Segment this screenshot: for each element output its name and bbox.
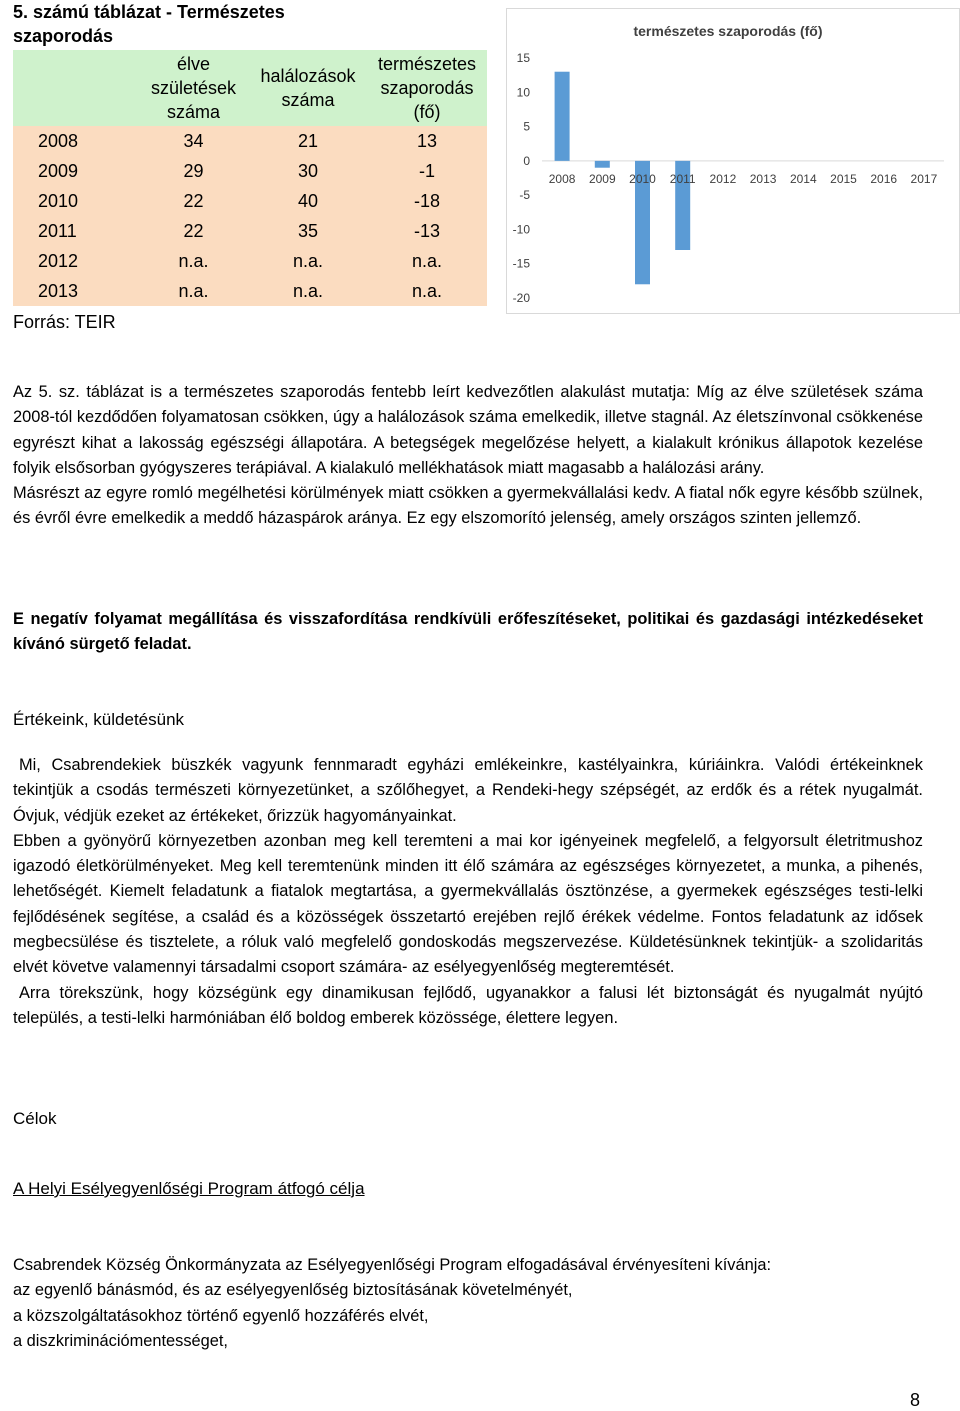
y-tick-label: -5 <box>519 188 530 203</box>
x-tick-label: 2017 <box>910 171 938 186</box>
cell-births: 22 <box>138 216 249 246</box>
cell-births: n.a. <box>138 276 249 306</box>
cell-growth: -18 <box>367 186 487 216</box>
y-tick-label: -15 <box>512 256 530 271</box>
cell-births: 34 <box>138 126 249 156</box>
paragraph-program-list <box>13 1253 923 1354</box>
bar-2009 <box>595 161 610 168</box>
paragraph-conclusion <box>13 607 923 658</box>
y-tick-label: 0 <box>523 153 530 168</box>
x-tick-label: 2009 <box>588 171 616 186</box>
list-item: az egyenlő bánásmód, és az esélyegyenlőség biztosításának követelményét, <box>13 1281 573 1300</box>
paragraph-text: Az 5. sz. táblázat is a természetes szaporodás fentebb leírt kedvezőtlen alakulást mutatja: Míg az élve születések száma 2008-tól kezdődően folyamatosan csökken, úgy a halálozások száma emelkedik, illetve stagnál. Az életszínvonal csökkenése egyrészt kihat a lakosság egészségi állapotára. A betegségek megelőzése helyett, a kialakult krónikus állapotok kezelése folyik elsősorban gyógyszeres terápiával. A kialakuló mellékhatások miatt magasabb a halálozási arány. <box>13 383 923 477</box>
cell-growth: -1 <box>367 156 487 186</box>
x-tick-label: 2014 <box>789 171 817 186</box>
x-tick-label: 2016 <box>870 171 898 186</box>
cell-year: 2010 <box>13 186 138 216</box>
cell-growth: 13 <box>367 126 487 156</box>
cell-deaths: 21 <box>249 126 367 156</box>
header-cell-year <box>13 50 138 126</box>
paragraph-values <box>13 753 923 1031</box>
table-row <box>13 216 487 246</box>
cell-growth: -13 <box>367 216 487 246</box>
heading-values-mission: Értékeink, küldetésünk <box>13 710 185 729</box>
cell-deaths: n.a. <box>249 246 367 276</box>
table-row <box>13 186 487 216</box>
paragraph-text: Mi, Csabrendekiek büszkék vagyunk fennmaradt egyházi emlékeinkre, kastélyainkra, kúriáinkra. Valódi értékeinknek tekintjük a csodás természeti környezetünket, a szőlőhegyet, a Rendeki-hegy szépségét, az erdők és a rétek nyugalmát. Óvjuk, védjük ezeket az értékeket, őrizzük hagyományainkat. <box>13 756 923 825</box>
cell-year: 2008 <box>13 126 138 156</box>
heading-goals: Célok <box>13 1109 57 1128</box>
table-row <box>13 126 487 156</box>
paragraph-text: Ebben a gyönyörű környezetben azonban meg kell teremteni a mai kor igényeinek megfelelő, a felgyorsult életritmushoz igazodó életkörülményeket. Meg kell teremtenünk minden itt élő számára az egészséges környezetet, a munka, a pihenés, lehetőségét. Kiemelt feladatunk a fiatalok megtartása, a gyermekvállalás ösztönzése, a gyermekek egészséges testi-lelki fejlődésének segítése, a család és a közösségek összetartó erejében rejlő érékek védelme. Fontos feladatunk az idősek megbecsülése és tisztelete, a róluk való megfelelő gondoskodás megszervezése. Küldetésünknek tekintjük- a szolidaritás elvét követve valamennyi társadalmi csoport számára- az esélyegyenlőség megteremtését. <box>13 831 923 977</box>
table-row <box>13 246 487 276</box>
y-tick-label: 5 <box>523 119 530 134</box>
bar-2008 <box>555 72 570 161</box>
cell-year: 2013 <box>13 276 138 306</box>
header-cell-growth: természetes szaporodás (fő) <box>367 50 487 126</box>
x-tick-label: 2011 <box>669 171 696 186</box>
cell-year: 2009 <box>13 156 138 186</box>
cell-deaths: 35 <box>249 216 367 246</box>
cell-deaths: 40 <box>249 186 367 216</box>
cell-births: n.a. <box>138 246 249 276</box>
x-tick-label: 2012 <box>709 171 737 186</box>
x-tick-label: 2015 <box>830 171 857 186</box>
chart-title: természetes szaporodás (fő) <box>633 23 823 39</box>
table-header-row <box>13 50 487 126</box>
cell-year: 2012 <box>13 246 138 276</box>
cell-births: 29 <box>138 156 249 186</box>
header-cell-deaths: halálozások száma <box>249 50 367 126</box>
cell-deaths: 30 <box>249 156 367 186</box>
natural-growth-chart <box>506 8 960 314</box>
cell-deaths: n.a. <box>249 276 367 306</box>
cell-growth: n.a. <box>367 246 487 276</box>
paragraph-table-analysis <box>13 380 923 532</box>
list-item: Csabrendek Község Önkormányzata az Esélyegyenlőségi Program elfogadásával érvényesíteni kívánja: <box>13 1256 772 1274</box>
x-tick-label: 2010 <box>629 171 656 186</box>
paragraph-text: E negatív folyamat megállítása és visszafordítása rendkívüli erőfeszítéseket, politikai és gazdasági intézkedéseket kívánó sürgető feladat. <box>13 610 923 654</box>
x-tick-label: 2013 <box>749 171 777 186</box>
table-row <box>13 276 487 306</box>
x-tick-label: 2008 <box>548 171 576 186</box>
y-tick-label: 10 <box>516 85 530 100</box>
cell-year: 2011 <box>13 216 138 246</box>
y-tick-label: 15 <box>516 51 530 65</box>
list-item: a diszkriminációmentességet, <box>13 1331 228 1350</box>
y-tick-label: -10 <box>512 222 530 237</box>
paragraph-text: Másrészt az egyre romló megélhetési körülmények miatt csökken a gyermekvállalási kedv. A fiatal nők egyre később szülnek, és évről évre emelkedik a meddő házaspárok aránya. Ez egy elszomorító jelenség, amely országos szinten jellemző. <box>13 484 923 528</box>
table-source: Forrás: TEIR <box>13 312 116 332</box>
cell-births: 22 <box>138 186 249 216</box>
paragraph-text: Arra törekszünk, hogy községünk egy dinamikusan fejlődő, ugyanakkor a falusi lét biztonságát és nyugalmát nyújtó település, a testi-lelki harmóniában élő boldog emberek közössége, élettere legyen. <box>13 983 923 1027</box>
list-item: a közszolgáltatásokhoz történő egyenlő hozzáférés elvét, <box>13 1306 429 1325</box>
table-row <box>13 156 487 186</box>
header-cell-births: élve születések száma <box>138 50 249 126</box>
natural-growth-table <box>13 50 487 306</box>
cell-growth: n.a. <box>367 276 487 306</box>
heading-program-goal: A Helyi Esélyegyenlőségi Program átfogó célja <box>13 1179 365 1198</box>
y-tick-label: -20 <box>512 291 530 305</box>
page-number: 8 <box>910 1390 921 1410</box>
table-caption: 5. számú táblázat - Természetes szaporodás <box>13 2 285 46</box>
